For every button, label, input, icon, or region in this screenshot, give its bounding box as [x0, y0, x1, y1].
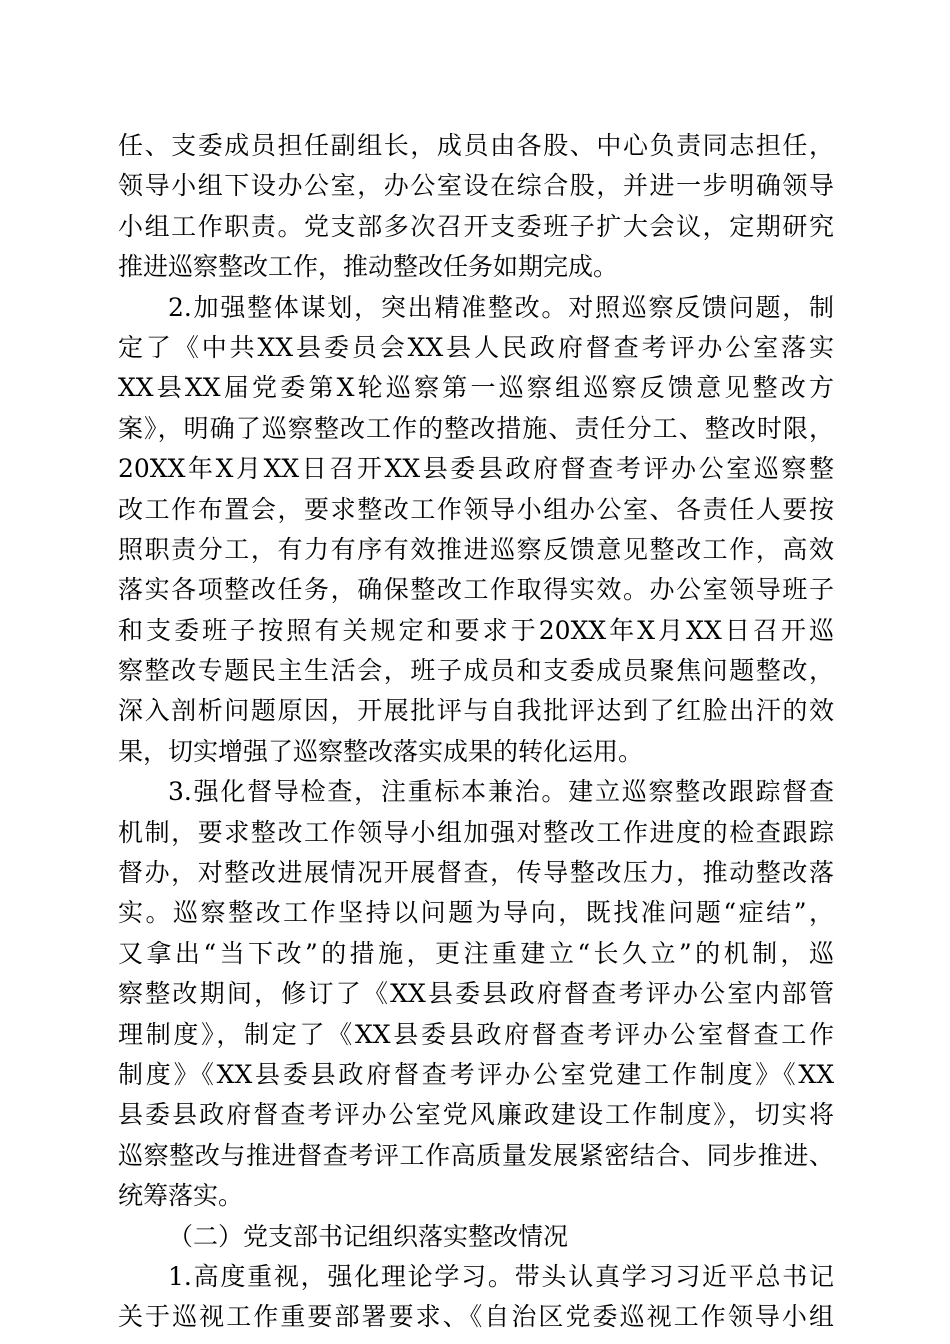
text-line: 督办，对整改进展情况开展督查，传导整改压力，推动整改落 — [118, 858, 834, 888]
text-line: 统筹落实。 — [118, 1181, 244, 1211]
text-line: 果，切实增强了巡察整改落实成果的转化运用。 — [118, 736, 644, 766]
text-line: XX县XX届党委第X轮巡察第一巡察组巡察反馈意见整改方 — [118, 373, 834, 403]
text-line: 领导小组下设办公室，办公室设在综合股，并进一步明确领导 — [118, 171, 834, 201]
paragraph-first-line: 3.强化督导检查，注重标本兼治。建立巡察整改跟踪督查 — [168, 777, 834, 807]
text-line: 制度》《XX县委县政府督查考评办公室党建工作制度》《XX — [118, 1059, 834, 1089]
text-line: 又拿出“当下改”的措施，更注重建立“长久立”的机制，巡 — [118, 938, 834, 968]
document-body — [118, 126, 834, 1338]
text-line: 理制度》，制定了《XX县委县政府督查考评办公室督查工作 — [118, 1019, 834, 1049]
section-heading: （二）党支部书记组织落实整改情况 — [168, 1221, 569, 1251]
text-line: 落实各项整改任务，确保整改工作取得实效。办公室领导班子 — [118, 575, 834, 605]
text-line: 关于巡视工作重要部署要求、《自治区党委巡视工作领导小组 — [118, 1302, 834, 1332]
text-line: 县委县政府督查考评办公室党风廉政建设工作制度》，切实将 — [118, 1100, 834, 1130]
text-line: 巡察整改与推进督查考评工作高质量发展紧密结合、同步推进、 — [118, 1140, 834, 1170]
text-line: 20XX年X月XX日召开XX县委县政府督查考评办公室巡察整 — [118, 454, 834, 484]
text-line: 深入剖析问题原因，开展批评与自我批评达到了红脸出汗的效 — [118, 696, 834, 726]
text-line: 小组工作职责。党支部多次召开支委班子扩大会议，定期研究 — [118, 211, 834, 241]
text-line: 和支委班子按照有关规定和要求于20XX年X月XX日召开巡 — [118, 615, 834, 645]
text-line: 机制，要求整改工作领导小组加强对整改工作进度的检查跟踪 — [118, 817, 834, 847]
text-line: 推进巡察整改工作，推动整改任务如期完成。 — [118, 252, 619, 282]
text-line: 改工作布置会，要求整改工作领导小组办公室、各责任人要按 — [118, 494, 834, 524]
text-line: 定了《中共XX县委员会XX县人民政府督查考评办公室落实 — [118, 332, 834, 362]
text-line: 察整改期间，修订了《XX县委县政府督查考评办公室内部管 — [118, 979, 834, 1009]
text-line: 照职责分工，有力有序有效推进巡察反馈意见整改工作，高效 — [118, 534, 834, 564]
text-line: 案》，明确了巡察整改工作的整改措施、责任分工、整改时限， — [118, 413, 834, 443]
paragraph-first-line: 2.加强整体谋划，突出精准整改。对照巡察反馈问题，制 — [168, 292, 834, 322]
text-line: 实。巡察整改工作坚持以问题为导向，既找准问题“症结”， — [118, 898, 834, 928]
paragraph-first-line: 1.高度重视，强化理论学习。带头认真学习习近平总书记 — [168, 1261, 834, 1291]
text-line: 察整改专题民主生活会，班子成员和支委成员聚焦问题整改， — [118, 656, 834, 686]
text-line: 任、支委成员担任副组长，成员由各股、中心负责同志担任， — [118, 131, 834, 160]
